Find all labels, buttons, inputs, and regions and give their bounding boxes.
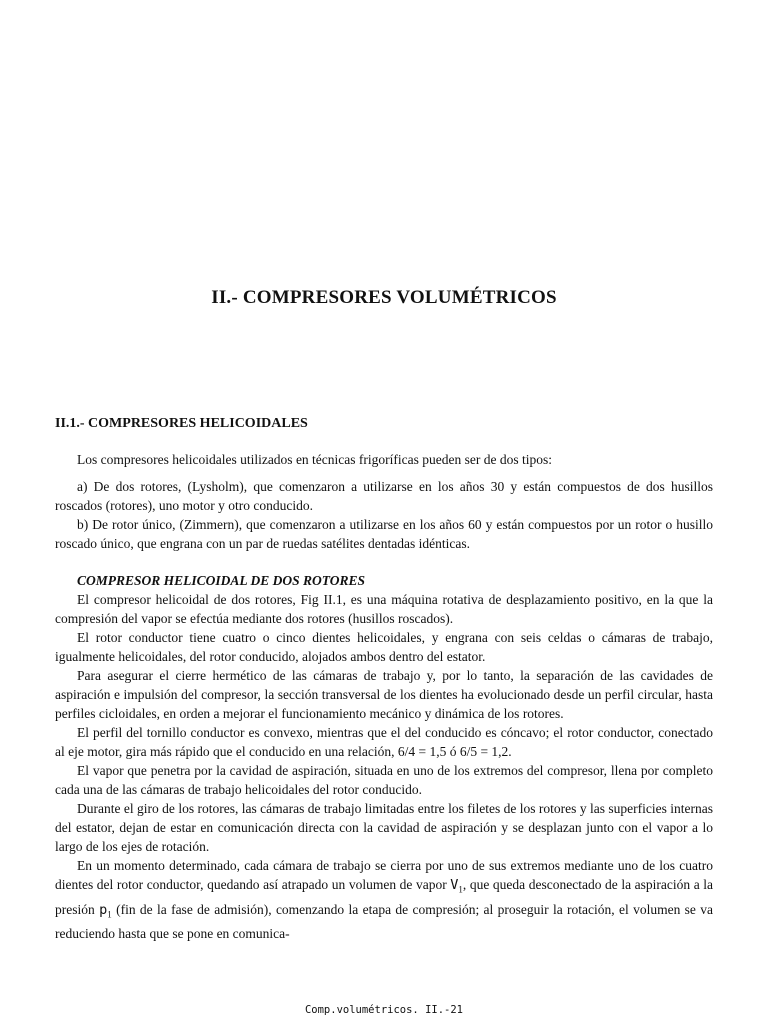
paragraph: El rotor conductor tiene cuatro o cinco dientes helicoidales, y engrana con seis celdas o cámaras de trabajo, igualmente helicoidales, del rotor conducido, alojados ambos dentro del estator. xyxy=(55,630,713,664)
chapter-title: II.- COMPRESORES VOLUMÉTRICOS xyxy=(211,287,557,308)
intro-paragraph: Los compresores helicoidales utilizados en técnicas frigoríficas pueden ser de dos tipos: xyxy=(77,452,552,467)
text-run: (fin de la fase de admisión), comenzando la etapa de compresión; al proseguir la rotación, el volumen se va reduciendo hasta que se pone en comunica- xyxy=(55,901,713,942)
list-item-b: b) De rotor único, (Zimmern), que comenzaron a utilizarse en los años 60 y están compuestos por un rotor o husillo roscado único, que engrana con un par de ruedas satélites dentadas idénticas. xyxy=(55,517,713,551)
body-text xyxy=(55,450,713,943)
paragraph-last xyxy=(55,856,713,943)
paragraph: Para asegurar el cierre hermético de las cámaras de trabajo y, por lo tanto, la separación de las cavidades de aspiración e impulsión del compresor, la sección transversal de los dientes ha evolucionado desde un perfil circular, hasta perfiles cicloidales, en orden a mejorar el funcionamiento mecánico y dinámica de los rotores. xyxy=(55,668,713,721)
text-run: En un momento determinado, cada cámara de trabajo se cierra por uno de sus extremos mediante uno de los cuatro dientes del rotor conductor, quedando así atrapado un volumen de vapor xyxy=(55,858,713,892)
subsection-heading: COMPRESOR HELICOIDAL DE DOS ROTORES xyxy=(77,573,366,588)
paragraph: El perfil del tornillo conductor es convexo, mientras que el del conducido es cóncavo; el rotor conductor, conectado al eje motor, gira más rápido que el conducido en una relación, 6/4 = 1,5 ó 6/5 = 1,2. xyxy=(55,725,713,759)
text-run: , que queda desconectado de la aspiración a la presión xyxy=(55,877,713,917)
volume-symbol: V xyxy=(450,877,459,893)
pressure-subscript: 1 xyxy=(107,909,112,920)
list-item-a: a) De dos rotores, (Lysholm), que comenzaron a utilizarse en los años 30 y están compuestos de dos husillos roscados (rotores), uno motor y otro conducido. xyxy=(55,479,713,513)
pressure-symbol: p xyxy=(99,901,108,918)
paragraph: El vapor que penetra por la cavidad de aspiración, situada en uno de los extremos del compresor, llena por completo cada una de las cámaras de trabajo helicoidales del rotor conducido. xyxy=(55,763,713,797)
section-heading: II.1.- COMPRESORES HELICOIDALES xyxy=(55,416,308,431)
volume-subscript: 1 xyxy=(458,884,463,895)
paragraph: Durante el giro de los rotores, las cámaras de trabajo limitadas entre los filetes de los rotores y las superficies internas del estator, dejan de estar en comunicación directa con la cavidad de aspiración y se desplazan junto con el vapor a lo largo de los ejes de rotación. xyxy=(55,801,713,854)
paragraph: El compresor helicoidal de dos rotores, Fig II.1, es una máquina rotativa de desplazamiento positivo, en la que la compresión del vapor se efectúa mediante dos rotores (husillos roscados). xyxy=(55,592,713,626)
page-footer: Comp.volumétricos. II.-21 xyxy=(304,1004,464,1016)
